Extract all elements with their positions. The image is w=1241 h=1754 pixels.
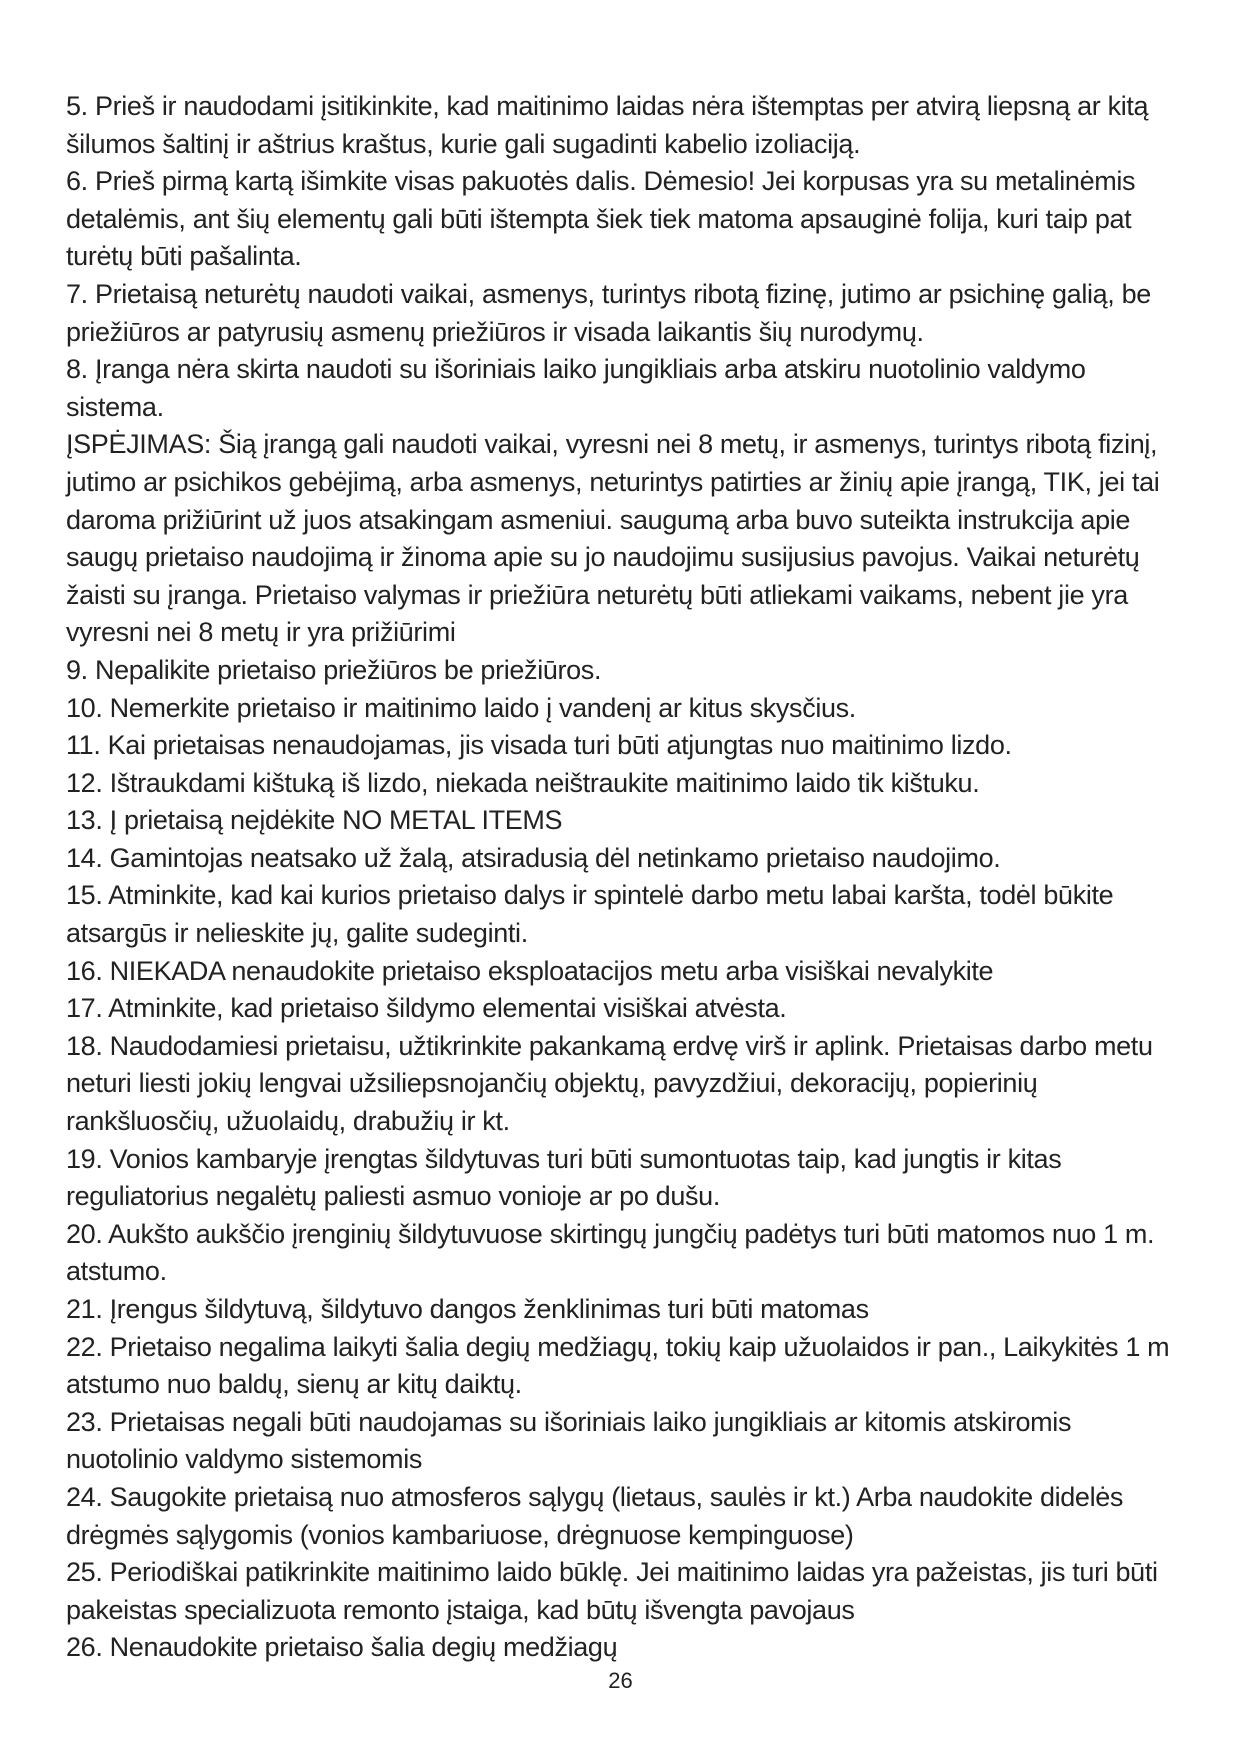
- instruction-item-15: 15. Atminkite, kad kai kurios prietaiso dalys ir spintelė darbo metu labai karšta, todėl būkite atsargūs ir nelieskite jų, galite sudeginti.: [66, 880, 1114, 949]
- instruction-item-13: 13. Į prietaisą neįdėkite NO METAL ITEMS: [66, 805, 563, 836]
- instruction-item-7: 7. Prietaisą neturėtų naudoti vaikai, asmenys, turintys ribotą fizinę, jutimo ar psichinę galią, be priežiūros ar patyrusių asmenų priežiūros ir visada laikantis šių nurodymų.: [66, 278, 1151, 347]
- instruction-item-24: 24. Saugokite prietaisą nuo atmosferos sąlygų (lietaus, saulės ir kt.) Arba naudokite didelės drėgmės sąlygomis (vonios kambariuose, drėgnuose kempinguose): [66, 1481, 1124, 1550]
- instruction-item-17: 17. Atminkite, kad prietaiso šildymo elementai visiškai atvėsta.: [66, 993, 787, 1024]
- instruction-item-26: 26. Nenaudokite prietaiso šalia degių medžiagų: [66, 1632, 618, 1663]
- instruction-item-14: 14. Gamintojas neatsako už žalą, atsiradusią dėl netinkamo prietaiso naudojimo.: [66, 842, 1001, 873]
- instruction-item-18: 18. Naudodamiesi prietaisu, užtikrinkite pakankamą erdvę virš ir aplink. Prietaisas darbo metu neturi liesti jokių lengvai užsiliepsnojančių objektų, pavyzdžiui, dekoracijų, popierinių rankšluosčių, užuolaidų, drabužių ir kt.: [66, 1030, 1153, 1137]
- instruction-item-11: 11. Kai prietaisas nenaudojamas, jis visada turi būti atjungtas nuo maitinimo lizdo.: [66, 730, 1012, 761]
- instruction-item-22: 22. Prietaiso negalima laikyti šalia degių medžiagų, tokių kaip užuolaidos ir pan., Laikykitės 1 m atstumo nuo baldų, sienų ar kitų daiktų.: [66, 1331, 1170, 1400]
- instruction-item-9: 9. Nepalikite prietaiso priežiūros be priežiūros.: [66, 654, 602, 685]
- instruction-item-10: 10. Nemerkite prietaiso ir maitinimo laido į vandenį ar kitus skysčius.: [66, 692, 856, 723]
- instruction-item-19: 19. Vonios kambaryje įrengtas šildytuvas turi būti sumontuotas taip, kad jungtis ir kitas reguliatorius negalėtų paliesti asmuo vonioje ar po dušu.: [66, 1143, 1062, 1212]
- instruction-item-5: 5. Prieš ir naudodami įsitikinkite, kad maitinimo laidas nėra ištemptas per atvirą liepsną ar kitą šilumos šaltinį ir aštrius kraštus, kurie gali sugadinti kabelio izoliaciją.: [66, 91, 1149, 159]
- instruction-item-21: 21. Įrengus šildytuvą, šildytuvo dangos ženklinimas turi būti matomas: [66, 1294, 869, 1324]
- safety-instructions-body: [66, 88, 1178, 1667]
- instruction-item-25: 25. Periodiškai patikrinkite maitinimo laido būklę. Jei maitinimo laidas yra pažeistas, jis turi būti pakeistas specializuota remonto įstaiga, kad būtų išvengta pavojaus: [66, 1557, 1158, 1625]
- page-number: 26: [608, 1668, 633, 1693]
- instruction-item-8: 8. Įranga nėra skirta naudoti su išoriniais laiko jungikliais arba atskiru nuotolinio valdymo sistema.: [66, 354, 1086, 422]
- instruction-item-6: 6. Prieš pirmą kartą išimkite visas pakuotės dalis. Dėmesio! Jei korpusas yra su metalinėmis detalėmis, ant šių elementų gali būti ištempta šiek tiek matoma apsauginė folija, kuri taip pat turėtų būti pašalinta.: [66, 166, 1136, 272]
- instruction-item-16: 16. NIEKADA nenaudokite prietaiso eksploatacijos metu arba visiškai nevalykite: [66, 955, 994, 986]
- warning-paragraph: ĮSPĖJIMAS: Šią įrangą gali naudoti vaikai, vyresni nei 8 metų, ir asmenys, turintys ribotą fizinį, jutimo ar psichikos gebėjimą, arba asmenys, neturintys patirties ar žinių apie įrangą, TIK, jei tai daroma prižiūrint už juos atsakingam asmeniui. saugumą arba buvo suteikta instrukcija apie saugų prietaiso naudojimą ir žinoma apie su jo naudojimu susijusius pavojus. Vaikai neturėtų žaisti su įranga. Prietaiso valymas ir priežiūra neturėtų būti atliekami vaikams, nebent jie yra vyresni nei 8 metų ir yra prižiūrimi: [66, 429, 1160, 648]
- instruction-item-12: 12. Ištraukdami kištuką iš lizdo, niekada neištraukite maitinimo laido tik kištuku.: [66, 767, 980, 798]
- instruction-item-20: 20. Aukšto aukščio įrenginių šildytuvuose skirtingų jungčių padėtys turi būti matomos nuo 1 m. atstumo.: [66, 1218, 1155, 1287]
- instruction-item-23: 23. Prietaisas negali būti naudojamas su išoriniais laiko jungikliais ar kitomis atskiromis nuotolinio valdymo sistemomis: [66, 1406, 1072, 1475]
